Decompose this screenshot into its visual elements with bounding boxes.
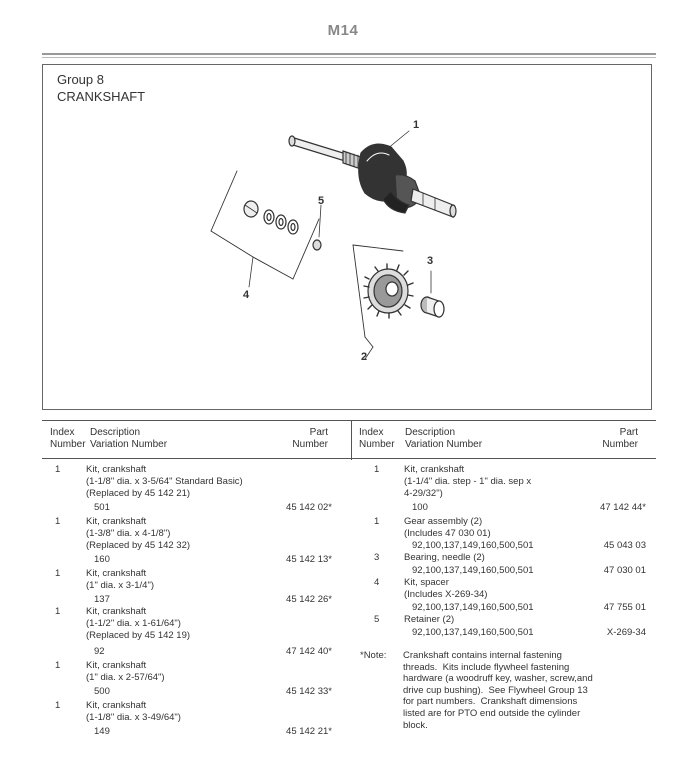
note-body: Crankshaft contains internal fastening threads. Kits include flywheel fastening hardware (a woodruff key, washer, screw,and drive cup bushing). See Flywheel Group 13 for part numbers. Crankshaft dimensions listed are for PTO end outside the cylinder block.: [403, 650, 593, 731]
crankshaft-shaft: [291, 137, 345, 161]
callout-3: 3: [427, 255, 434, 267]
callout-1: 1: [413, 119, 420, 131]
table-top-rule: [42, 420, 656, 421]
header-rule: [42, 53, 656, 55]
page-code: M14: [327, 22, 359, 39]
left-part-header: Part Number: [292, 427, 328, 450]
callout-4: 4: [243, 289, 250, 301]
figure-box: [42, 64, 652, 410]
group-title: CRANKSHAFT: [57, 89, 146, 104]
needle-bearing-part: [421, 297, 444, 317]
right-index-header: Index Number: [359, 427, 395, 450]
right-description-header: Description Variation Number: [405, 427, 483, 450]
column-divider: [351, 420, 352, 460]
spacer-washer-1: [264, 210, 274, 224]
header-rule-thin: [42, 57, 656, 58]
callout-2: 2: [361, 351, 368, 363]
left-index-header: Index Number: [50, 427, 86, 450]
right-part-header: Part Number: [602, 427, 638, 450]
spacer-washer-3: [288, 220, 298, 234]
callout-5: 5: [318, 195, 325, 207]
left-description-header: Description Variation Number: [90, 427, 168, 450]
table-header-rule: [42, 458, 656, 459]
crankshaft-exploded-illustration: [43, 65, 651, 409]
group-label: Group 8: [57, 72, 104, 87]
retainer-part: [313, 240, 321, 250]
crankshaft-pto-end: [411, 189, 453, 217]
spacer-washer-2: [276, 215, 286, 229]
note-label: *Note:: [360, 650, 387, 661]
gear-assembly-part: [364, 264, 413, 318]
